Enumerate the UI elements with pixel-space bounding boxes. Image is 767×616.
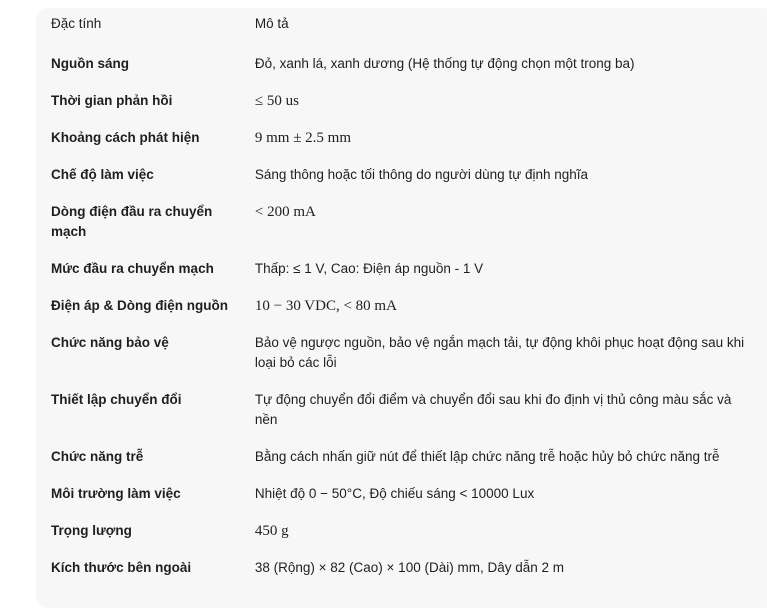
row-value: Tự động chuyển đổi điểm và chuyển đổi sau khi đo định vị thủ công màu sắc và nền [254,392,732,427]
header-value: Mô tả [254,16,289,31]
table-row [50,75,750,112]
row-value: Thấp: ≤ 1 V, Cao: Điện áp nguồn - 1 V [254,261,484,276]
row-key: Trọng lượng [51,523,132,538]
row-key: Môi trường làm việc [51,486,181,501]
row-key: Chế độ làm việc [51,167,154,182]
spec-table [50,8,750,579]
table-row [50,186,750,243]
row-value: 10 − 30 VDC, < 80 mA [254,298,397,314]
table-row [50,468,750,505]
row-key: Khoảng cách phát hiện [51,130,200,145]
table-row [50,431,750,468]
row-key: Mức đầu ra chuyển mạch [51,261,214,276]
row-key: Điện áp & Dòng điện nguồn [51,298,228,313]
row-key: Dòng điện đầu ra chuyển mạch [51,204,213,239]
row-key: Kích thước bên ngoài [51,560,192,575]
table-row [50,34,750,75]
table-row [50,542,750,579]
table-row [50,317,750,374]
row-key: Nguồn sáng [51,56,129,71]
row-value: Bằng cách nhấn giữ nút để thiết lập chức năng trễ hoặc hủy bỏ chức năng trễ [254,449,720,464]
header-key: Đặc tính [51,16,102,31]
row-value: Nhiệt độ 0 − 50°C, Độ chiếu sáng < 10000 Lux [254,486,535,501]
spec-table-card [36,8,767,608]
table-header-row [50,8,750,34]
row-key: Thời gian phản hồi [51,93,173,108]
row-value: 450 g [254,523,289,539]
row-value: Sáng thông hoặc tối thông do người dùng tự định nghĩa [254,167,589,182]
row-value: Bảo vệ ngược nguồn, bảo vệ ngắn mạch tải, tự động khôi phục hoạt động sau khi loại bỏ các lỗi [254,335,745,370]
row-key: Chức năng trễ [51,449,144,464]
table-row [50,374,750,431]
row-value: < 200 mA [254,204,316,220]
table-row [50,112,750,149]
table-row [50,243,750,280]
row-key: Chức năng bảo vệ [51,335,169,350]
row-value: 38 (Rộng) × 82 (Cao) × 100 (Dài) mm, Dây dẫn 2 m [254,560,564,575]
row-key: Thiết lập chuyển đổi [51,392,182,407]
row-value: 9 mm ± 2.5 mm [254,130,352,146]
table-row [50,149,750,186]
table-row [50,505,750,542]
table-row [50,280,750,317]
row-value: ≤ 50 us [254,93,299,109]
row-value: Đỏ, xanh lá, xanh dương (Hệ thống tự động chọn một trong ba) [254,56,635,71]
